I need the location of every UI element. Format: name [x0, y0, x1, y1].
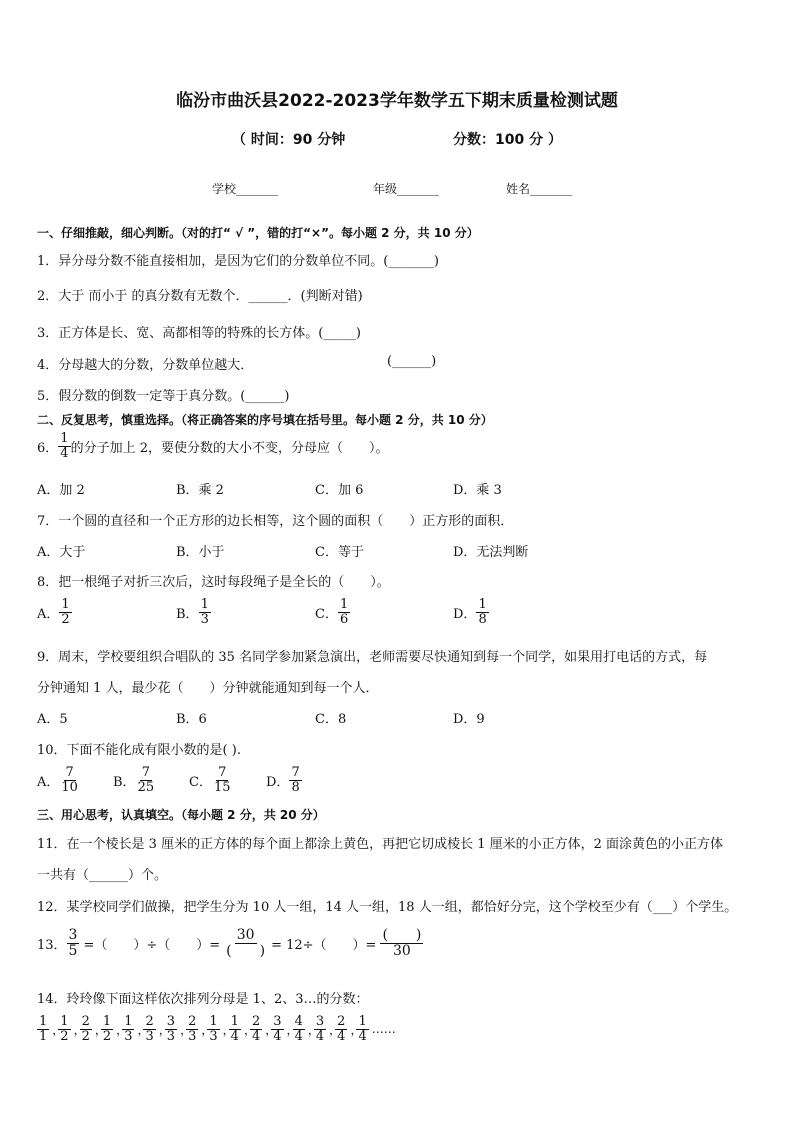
denominator: 3 [124, 1028, 133, 1044]
numerator: 1 [230, 1014, 239, 1029]
section-2-heading: 二、反复思考，慎重选择。（将正确答案的序号填在括号里。每小题 2 分，共 10 分） [37, 413, 493, 427]
numerator: 2 [337, 1014, 346, 1029]
denominator: 15 [213, 779, 231, 795]
q6-option-b[interactable]: B．乘 2 [176, 483, 224, 498]
q10-option-a[interactable] [37, 766, 80, 794]
q9-option-b[interactable]: B．6 [176, 712, 207, 727]
q6-option-c[interactable]: C．加 6 [315, 483, 364, 498]
fraction [136, 766, 157, 794]
denominator: 2 [102, 1028, 112, 1044]
question-13 [37, 928, 423, 958]
option-label: C． [315, 606, 338, 622]
separator: ， [265, 1022, 278, 1037]
numerator: 3 [315, 1014, 325, 1029]
separator: ， [350, 1022, 363, 1037]
option-label: A． [37, 774, 60, 790]
section-3-heading: 三、用心思考，认真填空。（每小题 2 分，共 20 分） [37, 808, 325, 822]
school-field[interactable]: 学校_______ [212, 182, 279, 196]
numerator: 1 [61, 597, 70, 612]
separator: ， [329, 1022, 342, 1037]
q7-option-a[interactable]: A．大于 [37, 545, 86, 560]
denominator: 25 [137, 779, 155, 795]
name-field[interactable]: 姓名_______ [506, 182, 573, 196]
separator: ， [137, 1022, 150, 1037]
sequence-fraction [143, 1015, 155, 1043]
numerator: 2 [81, 1014, 90, 1029]
denominator: 4 [60, 445, 69, 461]
separator: ， [307, 1022, 320, 1037]
numerator: ( ) [382, 927, 422, 943]
numerator: 1 [39, 1014, 48, 1029]
fraction [338, 598, 350, 626]
numerator: 1 [60, 431, 69, 446]
option-label: C． [189, 774, 212, 790]
q8-option-b[interactable] [176, 598, 211, 626]
separator: ， [243, 1022, 256, 1037]
sequence-fraction [186, 1015, 198, 1043]
denominator: 3 [166, 1028, 176, 1044]
fraction [289, 766, 301, 794]
question-13-number: 13． [37, 937, 67, 953]
sequence-fraction [80, 1015, 92, 1043]
separator: ， [201, 1022, 214, 1037]
numerator: 7 [141, 765, 150, 780]
option-label: B． [113, 774, 136, 790]
denominator: 4 [251, 1028, 261, 1044]
sequence-fraction [101, 1015, 113, 1043]
exam-score: 分数：100 分 ） [453, 132, 562, 148]
q10-option-c[interactable] [189, 766, 233, 794]
question-7: 7．一个圆的直径和一个正方形的边长相等，这个圆的面积（ ）正方形的面积． [37, 514, 514, 529]
grade-field[interactable]: 年级_______ [373, 182, 440, 196]
fraction [58, 432, 70, 460]
fraction [67, 928, 80, 958]
numerator: 1 [200, 597, 209, 612]
numerator: 1 [358, 1014, 367, 1029]
denominator: 8 [478, 611, 487, 627]
option-label: B． [176, 606, 199, 622]
question-5: 5．假分数的倒数一定等于真分数。(______) [37, 389, 290, 404]
separator: ， [73, 1022, 86, 1037]
question-8: 8．把一根绳子对折三次后，这时每段绳子是全长的（ ）。 [37, 575, 390, 590]
denominator: 4 [294, 1028, 303, 1044]
denominator: 30 [393, 942, 411, 959]
fraction [212, 766, 233, 794]
numerator: 1 [478, 597, 487, 612]
question-12: 12．某学校同学们做操，把学生分为 10 人一组，14 人一组，18 人一组，都恰好分完，这个学校至少有（___）个学生。 [37, 900, 738, 915]
denominator: 10 [61, 779, 78, 795]
q7-option-b[interactable]: B．小于 [176, 545, 225, 560]
numerator: 7 [65, 765, 74, 780]
question-3: 3．正方体是长、宽、高都相等的特殊的长方体。(_____) [37, 326, 361, 341]
q6-option-d[interactable]: D．乘 3 [453, 483, 502, 498]
q9-option-d[interactable]: D．9 [453, 712, 485, 727]
q8-option-c[interactable] [315, 598, 350, 626]
sequence-fraction [293, 1015, 305, 1043]
option-label: D． [453, 606, 477, 622]
denominator: ( ) [226, 942, 266, 959]
denominator: 3 [200, 611, 209, 627]
denominator: 2 [81, 1028, 90, 1044]
numerator: 3 [166, 1014, 176, 1029]
denominator: 4 [230, 1028, 239, 1044]
numerator: 1 [124, 1014, 133, 1029]
q10-option-b[interactable] [113, 766, 156, 794]
denominator: 5 [68, 942, 78, 959]
page-title: 临汾市曲沃县2022-2023学年数学五下期末质量检测试题 [176, 91, 618, 111]
sequence-fraction [165, 1015, 177, 1043]
numerator: 2 [251, 1014, 261, 1029]
numerator: 1 [339, 597, 349, 612]
denominator: 3 [188, 1028, 197, 1044]
section-1-heading: 一、仔细推敲，细心判断。（对的打“ √ ”，错的打“×”。每小题 2 分，共 10 分） [37, 226, 479, 240]
sequence-ellipsis: …… [371, 1022, 396, 1037]
option-label: A． [37, 606, 60, 622]
question-14: 14．玲玲像下面这样依次排列分母是 1、2、3…的分数： [37, 992, 369, 1007]
numerator: 3 [273, 1014, 282, 1029]
sequence-fraction [356, 1015, 368, 1043]
numerator: 30 [236, 927, 255, 943]
question-1: 1．异分母分数不能直接相加，是因为它们的分数单位不同。(_______) [37, 254, 439, 269]
separator: ， [222, 1022, 235, 1037]
numerator: 7 [218, 765, 227, 780]
separator: ， [158, 1022, 171, 1037]
sequence-fraction [37, 1015, 49, 1043]
fraction-sequence [37, 1015, 396, 1043]
denominator: 3 [209, 1028, 218, 1044]
denominator: 2 [61, 611, 70, 627]
question-6-number: 6． [37, 440, 59, 456]
q9-option-c[interactable]: C．8 [315, 712, 347, 727]
sequence-fraction [207, 1015, 219, 1043]
numerator: 7 [291, 765, 300, 780]
numerator: 2 [145, 1014, 154, 1029]
q8-option-a[interactable] [37, 598, 72, 626]
separator: ， [52, 1022, 65, 1037]
fraction [199, 598, 211, 626]
separator: ， [286, 1022, 299, 1037]
fraction [224, 928, 267, 958]
numerator: 1 [209, 1014, 218, 1029]
sequence-fraction [271, 1015, 283, 1043]
denominator: 4 [358, 1028, 367, 1044]
option-label: D． [266, 774, 290, 790]
fraction [380, 928, 423, 958]
question-13-text: =（ ）÷（ ）= [83, 937, 221, 953]
question-11-line-2: 一共有（______）个。 [37, 868, 168, 883]
q7-option-c[interactable]: C．等于 [315, 545, 364, 560]
denominator: 8 [291, 779, 300, 795]
separator: ， [116, 1022, 129, 1037]
question-6-text: 的分子加上 2，要使分数的大小不变，分母应（ ）。 [70, 440, 389, 456]
numerator: 1 [60, 1014, 69, 1029]
question-9-line-2: 分钟通知 1 人，最少花（ ）分钟就能通知到每一个人． [37, 681, 379, 696]
denominator: 1 [39, 1028, 48, 1044]
numerator: 3 [68, 927, 78, 943]
denominator: 3 [145, 1028, 154, 1044]
q10-option-d[interactable] [266, 766, 302, 794]
question-9-line-1: 9．周末，学校要组织合唱队的 35 名同学参加紧急演出，老师需要尽快通知到每一个同学，如果用打电话的方式，每 [37, 650, 708, 665]
question-11-line-1: 11．在一个棱长是 3 厘米的正方体的每个面上都涂上黄色，再把它切成棱长 1 厘米的小正方体，2 面涂黄色的小正方体 [37, 837, 724, 852]
sequence-fraction [250, 1015, 262, 1043]
numerator: 2 [188, 1014, 197, 1029]
denominator: 6 [339, 611, 349, 627]
separator: ， [94, 1022, 107, 1037]
q6-option-a[interactable]: A．加 2 [37, 483, 85, 498]
question-4: 4．分母越大的分数，分数单位越大． [37, 358, 254, 373]
separator: ， [180, 1022, 193, 1037]
sequence-fraction [58, 1015, 70, 1043]
q7-option-d[interactable]: D．无法判断 [453, 545, 529, 560]
q8-option-d[interactable] [453, 598, 489, 626]
question-4-answer: (______) [387, 354, 437, 369]
q9-option-a[interactable]: A．5 [37, 712, 68, 727]
fraction [59, 766, 80, 794]
sequence-fraction [314, 1015, 326, 1043]
fraction [476, 598, 488, 626]
fraction [59, 598, 71, 626]
sequence-fraction [229, 1015, 241, 1043]
exam-time: （ 时间：90 分钟 [232, 132, 346, 148]
question-13-text: = 12÷（ ）= [271, 937, 377, 953]
numerator: 1 [102, 1014, 112, 1029]
question-10: 10．下面不能化成有限小数的是( ). [37, 743, 241, 758]
denominator: 4 [315, 1028, 325, 1044]
denominator: 2 [60, 1028, 69, 1044]
sequence-fraction [122, 1015, 134, 1043]
question-2: 2．大于 而小于 的真分数有无数个．______．(判断对错) [37, 289, 363, 304]
question-6 [37, 432, 388, 460]
numerator: 4 [294, 1014, 303, 1029]
sequence-fraction [335, 1015, 347, 1043]
denominator: 4 [337, 1028, 346, 1044]
denominator: 4 [273, 1028, 282, 1044]
